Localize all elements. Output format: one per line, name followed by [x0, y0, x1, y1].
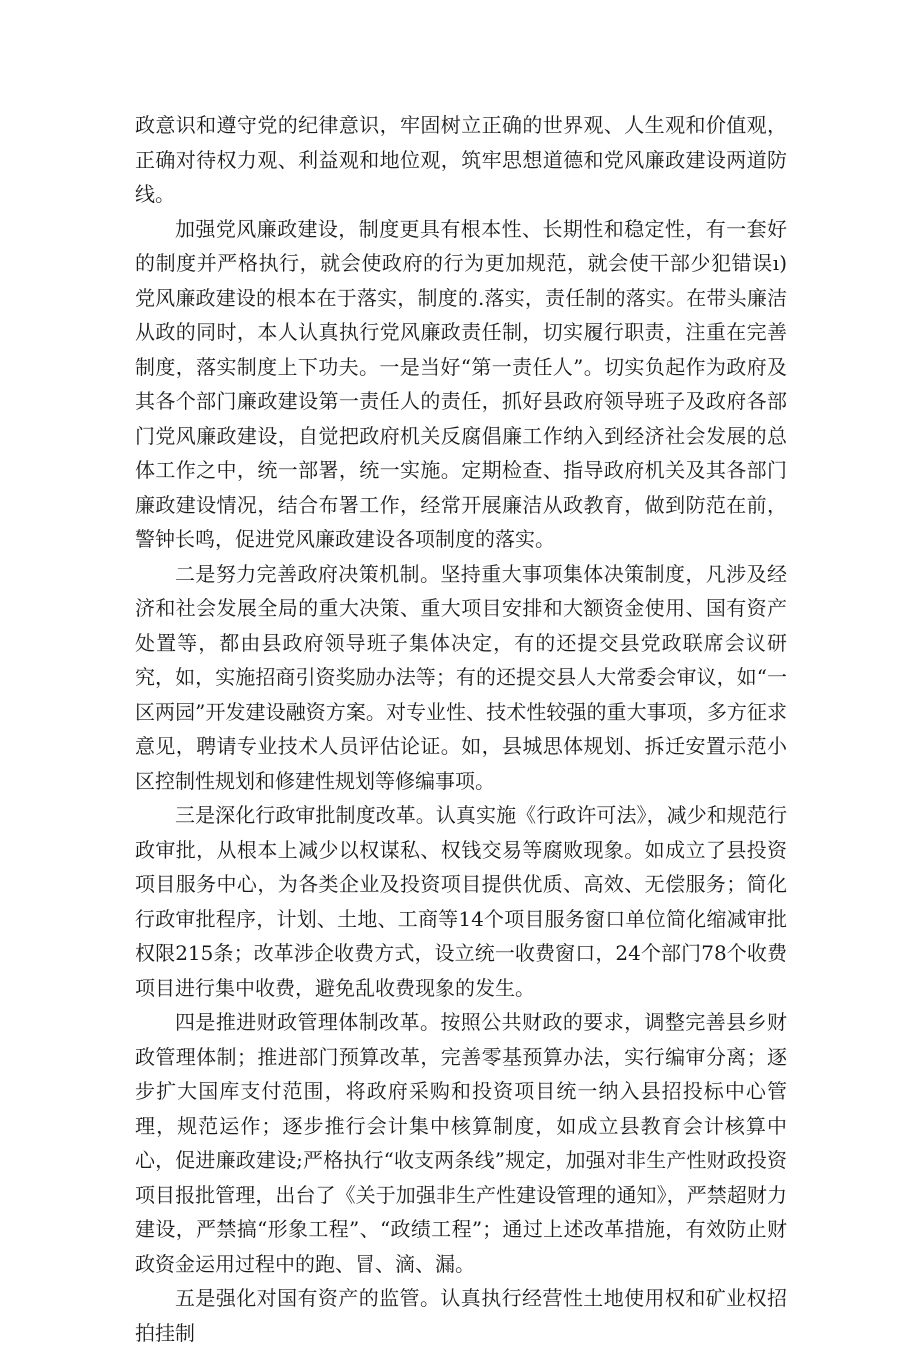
paragraph-4: 三是深化行政审批制度改革。认真实施《行政许可法》，减少和规范行政审批，从根本上减少以权谋私、权钱交易等腐败现象。如成立了县投资项目服务中心，为各类企业及投资项目提供优质、高效、无偿服务；简化行政审批程序，计划、土地、工商等14个项目服务窗口单位简化缩减审批权限215条；改革涉企收费方式，设立统一收费窗口，24个部门78个收费项目进行集中收费，避免乱收费现象的发生。 — [135, 803, 787, 1000]
document-page — [135, 108, 787, 1350]
paragraph-6: 五是强化对国有资产的监管。认真执行经营性土地使用权和矿业权招拍挂制 — [135, 1286, 787, 1345]
paragraph-5: 四是推进财政管理体制改革。按照公共财政的要求，调整完善县乡财政管理体制；推进部门预算改革，完善零基预算办法，实行编审分离；逐步扩大国库支付范围，将政府采购和投资项目统一纳入县招投标中心管理，规范运作；逐步推行会计集中核算制度，如成立县教育会计核算中心，促进廉政建设;严格执行“收支两条线”规定，加强对非生产性财政投资项目报批管理，出台了《关于加强非生产性建设管理的通知》，严禁超财力建设，严禁搞“形象工程”、“政绩工程”；通过上述改革措施，有效防止财政资金运用过程中的跑、冒、滴、漏。 — [135, 1010, 787, 1276]
paragraph-1: 政意识和遵守党的纪律意识，牢固树立正确的世界观、人生观和价值观，正确对待权力观、利益观和地位观，筑牢思想道德和党风廉政建设两道防线。 — [135, 113, 787, 206]
paragraph-3: 二是努力完善政府决策机制。坚持重大事项集体决策制度，凡涉及经济和社会发展全局的重大决策、重大项目安排和大额资金使用、国有资产处置等，都由县政府领导班子集体决定，有的还提交县党政联席会议研究，如，实施招商引资奖励办法等；有的还提交县人大常委会审议，如“一区两园”开发建设融资方案。对专业性、技术性较强的重大事项，多方征求意见，聘请专业技术人员评估论证。如，县城思体规划、拆迁安置示范小区控制性规划和修建性规划等修编事项。 — [135, 561, 787, 793]
paragraph-2: 加强党风廉政建设，制度更具有根本性、长期性和稳定性，有一套好的制度并严格执行，就会使政府的行为更加规范，就会使干部少犯错误ı)党风廉政建设的根本在于落实，制度的.落实，责任制的落实。在带头廉洁从政的同时，本人认真执行党风廉政责任制，切实履行职责，注重在完善制度，落实制度上下功夫。一是当好“第一责任人”。切实负起作为政府及其各个部门廉政建设第一责任人的责任，抓好县政府领导班子及政府各部门党风廉政建设，自觉把政府机关反腐倡廉工作纳入到经济社会发展的总体工作之中，统一部署，统一实施。定期检查、指导政府机关及其各部门廉政建设情况，结合布署工作，经常开展廉洁从政教育，做到防范在前，警钟长鸣，促进党风廉政建设各项制度的落实。 — [135, 216, 787, 551]
